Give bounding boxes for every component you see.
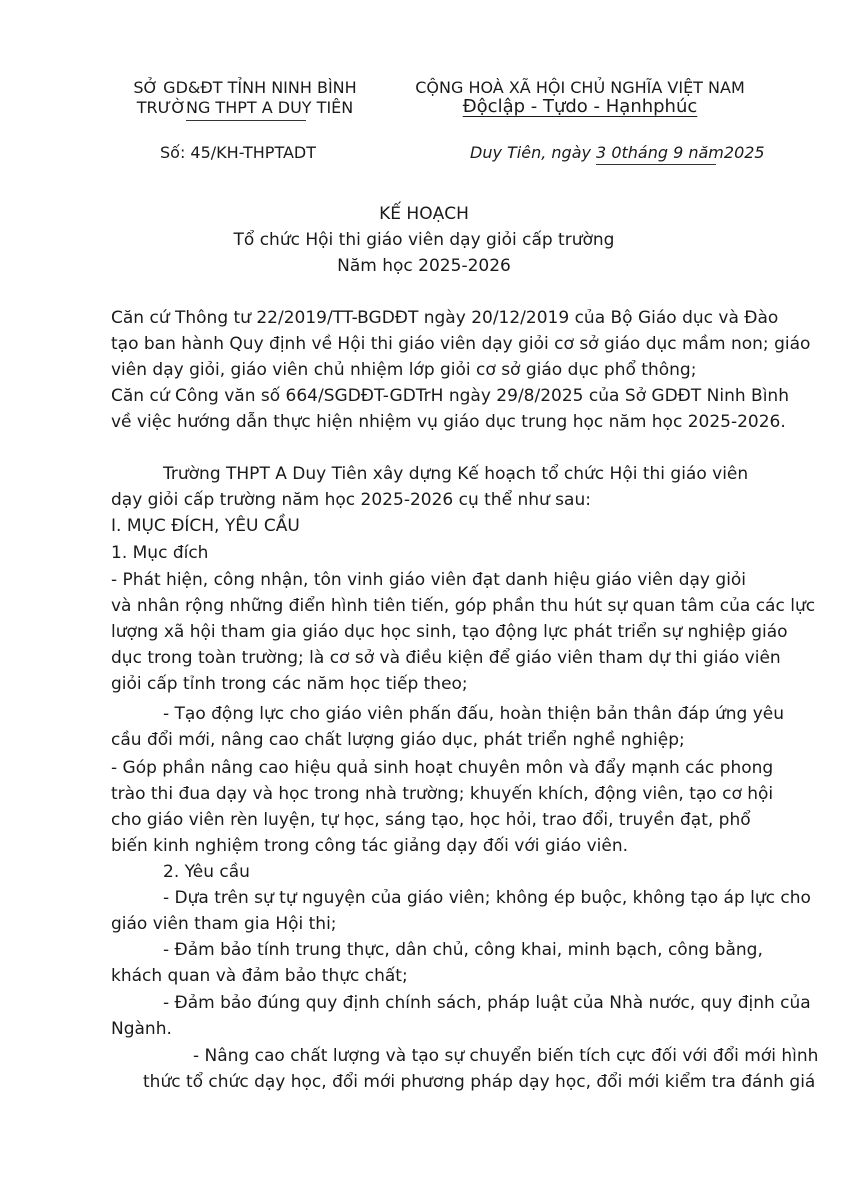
nation-motto: Độclập - Tựdo - Hạnhphúc xyxy=(462,96,698,117)
body-line: Căn cứ Công văn số 664/SGDĐT-GDTrH ngày 29/8/2025 của Sở GDĐT Ninh Bình xyxy=(111,386,789,406)
body-line: khách quan và đảm bảo thực chất; xyxy=(111,966,408,986)
body-line: về việc hướng dẫn thực hiện nhiệm vụ giáo dục trung học năm học 2025-2026. xyxy=(111,412,786,432)
body-line: cho giáo viên rèn luyện, tự học, sáng tạo, học hỏi, trao đổi, truyền đạt, phổ xyxy=(111,810,751,830)
body-line: giáo viên tham gia Hội thi; xyxy=(111,914,337,934)
document-title: KẾ HOẠCH xyxy=(379,204,469,224)
section-heading: I. MỤC ĐÍCH, YÊU CẦU xyxy=(111,516,300,536)
subsection-heading: 2. Yêu cầu xyxy=(163,862,250,882)
body-line: giỏi cấp tỉnh trong các năm học tiếp theo; xyxy=(111,674,468,694)
school-name: TRƯỜNG THPT A DUY TIÊN xyxy=(136,98,354,117)
body-line: cầu đổi mới, nâng cao chất lượng giáo dục, phát triển nghề nghiệp; xyxy=(111,730,685,750)
body-line: - Dựa trên sự tự nguyện của giáo viên; không ép buộc, không tạo áp lực cho xyxy=(163,888,811,908)
body-line: - Đảm bảo đúng quy định chính sách, pháp luật của Nhà nước, quy định của xyxy=(163,993,811,1013)
place-date: Duy Tiên, ngày 3 0tháng 9 năm2025 xyxy=(470,143,765,162)
body-line: thức tổ chức dạy học, đổi mới phương pháp dạy học, đổi mới kiểm tra đánh giá xyxy=(143,1072,816,1092)
school-year: Năm học 2025-2026 xyxy=(337,256,511,276)
date-underline xyxy=(596,164,716,165)
body-line: - Đảm bảo tính trung thực, dân chủ, công khai, minh bạch, công bằng, xyxy=(163,940,763,960)
body-line: lượng xã hội tham gia giáo dục học sinh, tạo động lực phát triển sự nghiệp giáo xyxy=(111,622,788,642)
document-number: Số: 45/KH-THPTADT xyxy=(160,143,317,162)
body-line: dục trong toàn trường; là cơ sở và điều kiện để giáo viên tham dự thi giáo viên xyxy=(111,648,781,668)
body-line: dạy giỏi cấp trường năm học 2025-2026 cụ thể như sau: xyxy=(111,490,591,510)
subsection-heading: 1. Mục đích xyxy=(111,543,209,563)
body-line: tạo ban hành Quy định về Hội thi giáo viên dạy giỏi cơ sở giáo dục mầm non; giáo xyxy=(111,334,811,354)
body-line: - Nâng cao chất lượng và tạo sự chuyển biến tích cực đối với đổi mới hình xyxy=(193,1046,819,1066)
org-line-1: SỞ GD&ĐT TỈNH NINH BÌNH xyxy=(133,78,357,97)
body-line: Căn cứ Thông tư 22/2019/TT-BGDĐT ngày 20/12/2019 của Bộ Giáo dục và Đào xyxy=(111,308,779,328)
body-line: Ngành. xyxy=(111,1019,172,1039)
body-line: viên dạy giỏi, giáo viên chủ nhiệm lớp giỏi cơ sở giáo dục phổ thông; xyxy=(111,360,697,380)
body-line: - Góp phần nâng cao hiệu quả sinh hoạt chuyên môn và đẩy mạnh các phong xyxy=(111,758,774,778)
school-name-underline xyxy=(186,120,306,121)
body-line: Trường THPT A Duy Tiên xây dựng Kế hoạch tổ chức Hội thi giáo viên xyxy=(163,464,749,484)
document-subtitle: Tổ chức Hội thi giáo viên dạy giỏi cấp trường xyxy=(233,230,615,250)
body-line: biến kinh nghiệm trong công tác giảng dạy đối với giáo viên. xyxy=(111,836,628,856)
body-line: - Tạo động lực cho giáo viên phấn đấu, hoàn thiện bản thân đáp ứng yêu xyxy=(163,704,785,724)
body-line: và nhân rộng những điển hình tiên tiến, góp phần thu hút sự quan tâm của các lực xyxy=(111,596,816,616)
nation-title: CỘNG HOÀ XÃ HỘI CHỦ NGHĨA VIỆT NAM xyxy=(415,78,745,97)
body-line: - Phát hiện, công nhận, tôn vinh giáo viên đạt danh hiệu giáo viên dạy giỏi xyxy=(111,570,747,590)
body-line: trào thi đua dạy và học trong nhà trường; khuyến khích, động viên, tạo cơ hội xyxy=(111,784,774,804)
